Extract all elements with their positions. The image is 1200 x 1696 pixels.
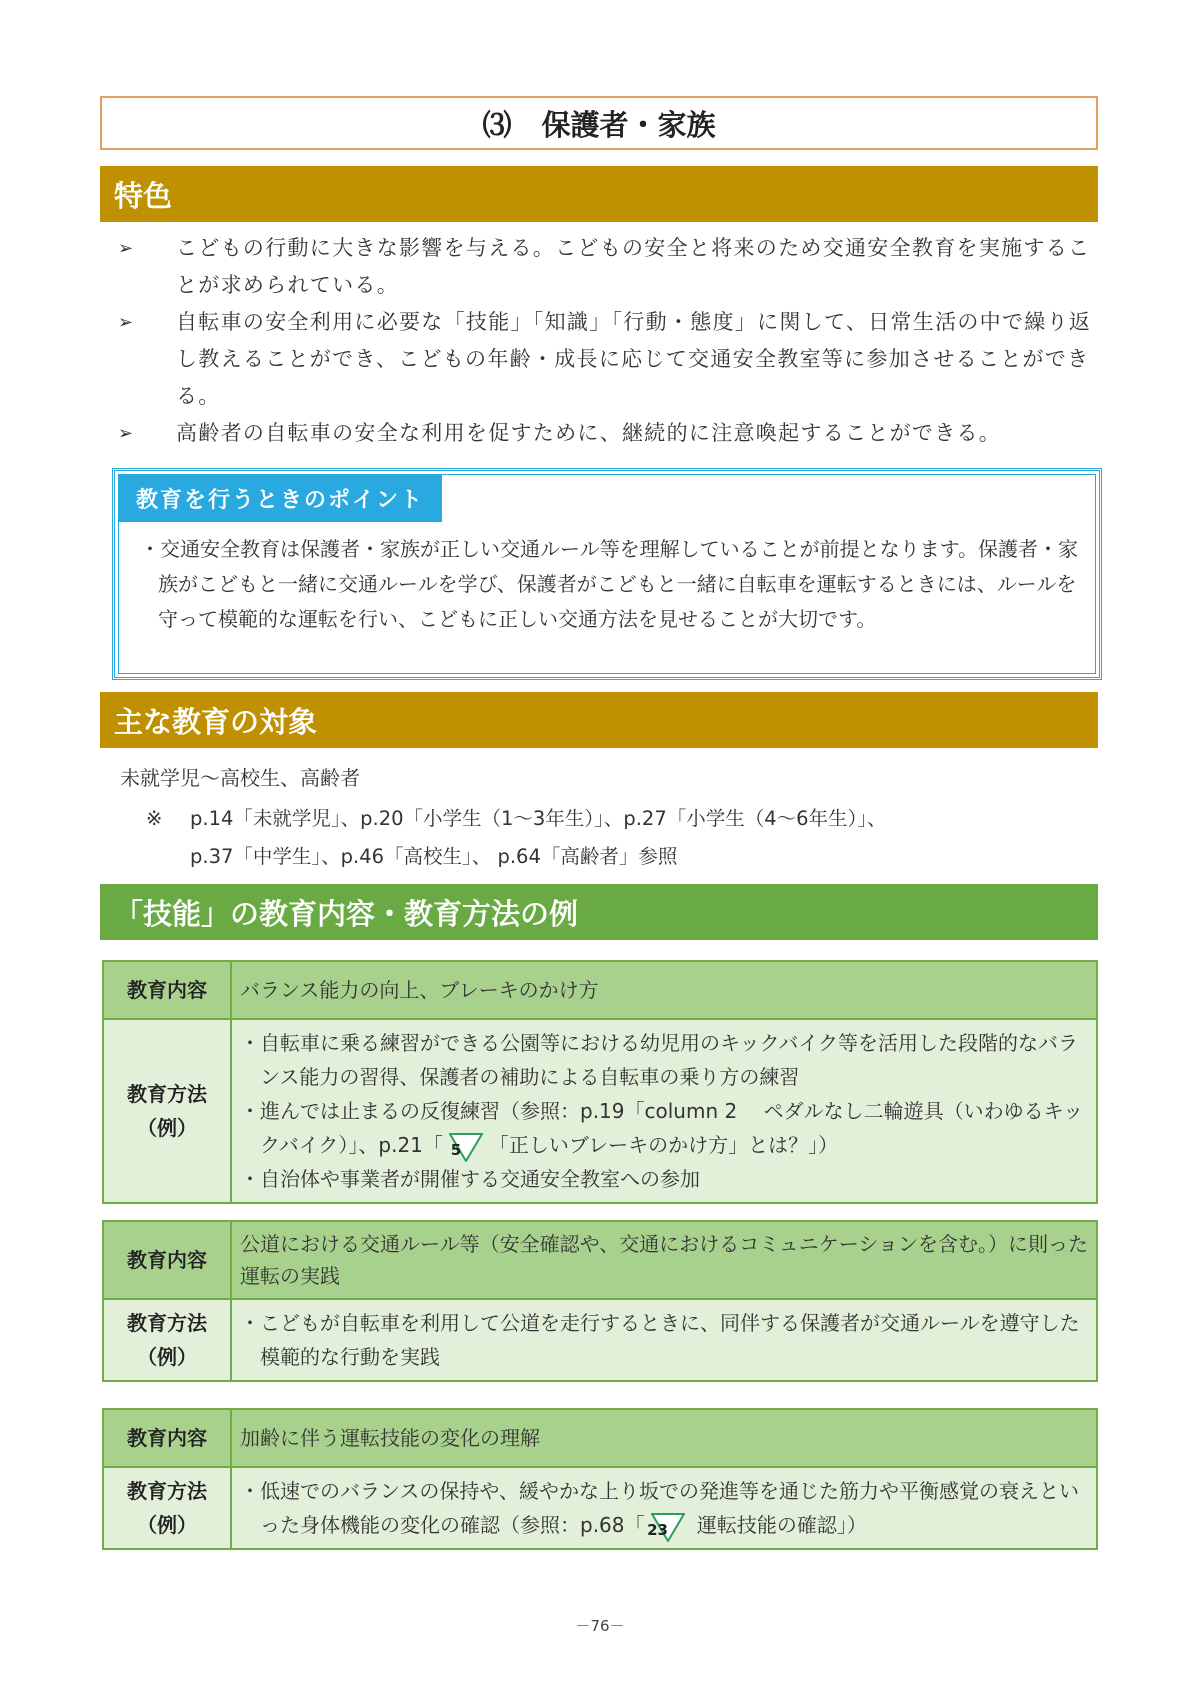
table-row [103,1299,1097,1381]
method-label: 教育方法 （例） [103,1467,231,1549]
targets-text: 未就学児〜高校生、高齢者 [120,766,360,790]
method-value: ・こどもが自転車を利用して公道を走行するときに、同伴する保護者が交通ルールを遵守した模範的な行動を実践 [231,1299,1097,1381]
list-item: ➢ こどもの行動に大きな影響を与える。こどもの安全と将来のため交通安全教育を実施することが求められている。 [118,230,1098,304]
skills-table-2 [102,1220,1098,1382]
list-item: ➢ 自転車の安全利用に必要な「技能」「知識」「行動・態度」に関して、日常生活の中で繰り返し教えることができ、こどもの年齢・成長に応じて交通安全教室等に参加させることができる。 [118,304,1098,415]
table-row [103,1409,1097,1467]
features-heading: 特色 [100,166,1098,222]
skills-table-1 [102,960,1098,1204]
reference-badge-icon: 23 [651,1512,685,1542]
reference-badge-icon: 5 [449,1132,483,1162]
targets-heading: 主な教育の対象 [100,692,1098,748]
table-row [103,1221,1097,1299]
title-number: ⑶ [482,107,512,142]
content-label: 教育内容 [103,1409,231,1467]
table-row [103,1019,1097,1203]
method-label: 教育方法 （例） [103,1019,231,1203]
arrow-bullet-icon: ➢ [118,423,134,444]
method-value: ・低速でのバランスの保持や、緩やかな上り坂での発進等を通じた筋力や平衡感覚の衰えといった身体機能の変化の確認（参照：p.68「 23 運転技能の確認」） [231,1467,1097,1549]
skills-heading: 「技能」の教育内容・教育方法の例 [100,884,1098,940]
content-label: 教育内容 [103,1221,231,1299]
page-number: －76－ [575,1617,625,1635]
page-title [100,96,1098,150]
content-value: バランス能力の向上、ブレーキのかけ方 [231,961,1097,1019]
method-label: 教育方法 （例） [103,1299,231,1381]
arrow-bullet-icon: ➢ [118,238,134,259]
table-row [103,961,1097,1019]
point-text: ・交通安全教育は保護者・家族が正しい交通ルール等を理解していることが前提となります。保護者・家族がこどもと一緒に交通ルールを学び、保護者がこどもと一緒に自転車を運転するときには、ルールを守って模範的な運転を行い、こどもに正しい交通方法を見せることが大切です。 [140,537,1078,631]
content-value: 公道における交通ルール等（安全確認や、交通におけるコミュニケーションを含む。）に則った運転の実践 [231,1221,1097,1299]
content-label: 教育内容 [103,961,231,1019]
list-item: ➢ 高齢者の自転車の安全な利用を促すために、継続的に注意喚起することができる。 [118,415,1098,452]
point-label: 教育を行うときのポイント [118,474,442,522]
title-text: 保護者・家族 [541,107,716,142]
method-value: ・自転車に乗る練習ができる公園等における幼児用のキックバイク等を活用した段階的なバランス能力の習得、保護者の補助による自転車の乗り方の練習 ・進んでは止まるの反復練習（参照：p.19「column 2 ペダルなし二輪遊具（いわゆるキックバイク）」、p.21「 5 「正しいブレーキのかけ方」とは？」） ・自治体や事業者が開催する交通安全教室への参加 [231,1019,1097,1203]
features-list [118,230,1098,452]
targets-reference: ※ p.14「未就学児」、p.20「小学生（1〜3年生）」、p.27「小学生（4〜6年生）」、 p.37「中学生」、p.46「高校生」、 p.64「高齢者」参照 [146,807,887,868]
content-value: 加齢に伴う運転技能の変化の理解 [231,1409,1097,1467]
table-row [103,1467,1097,1549]
skills-table-3 [102,1408,1098,1550]
arrow-bullet-icon: ➢ [118,312,134,333]
